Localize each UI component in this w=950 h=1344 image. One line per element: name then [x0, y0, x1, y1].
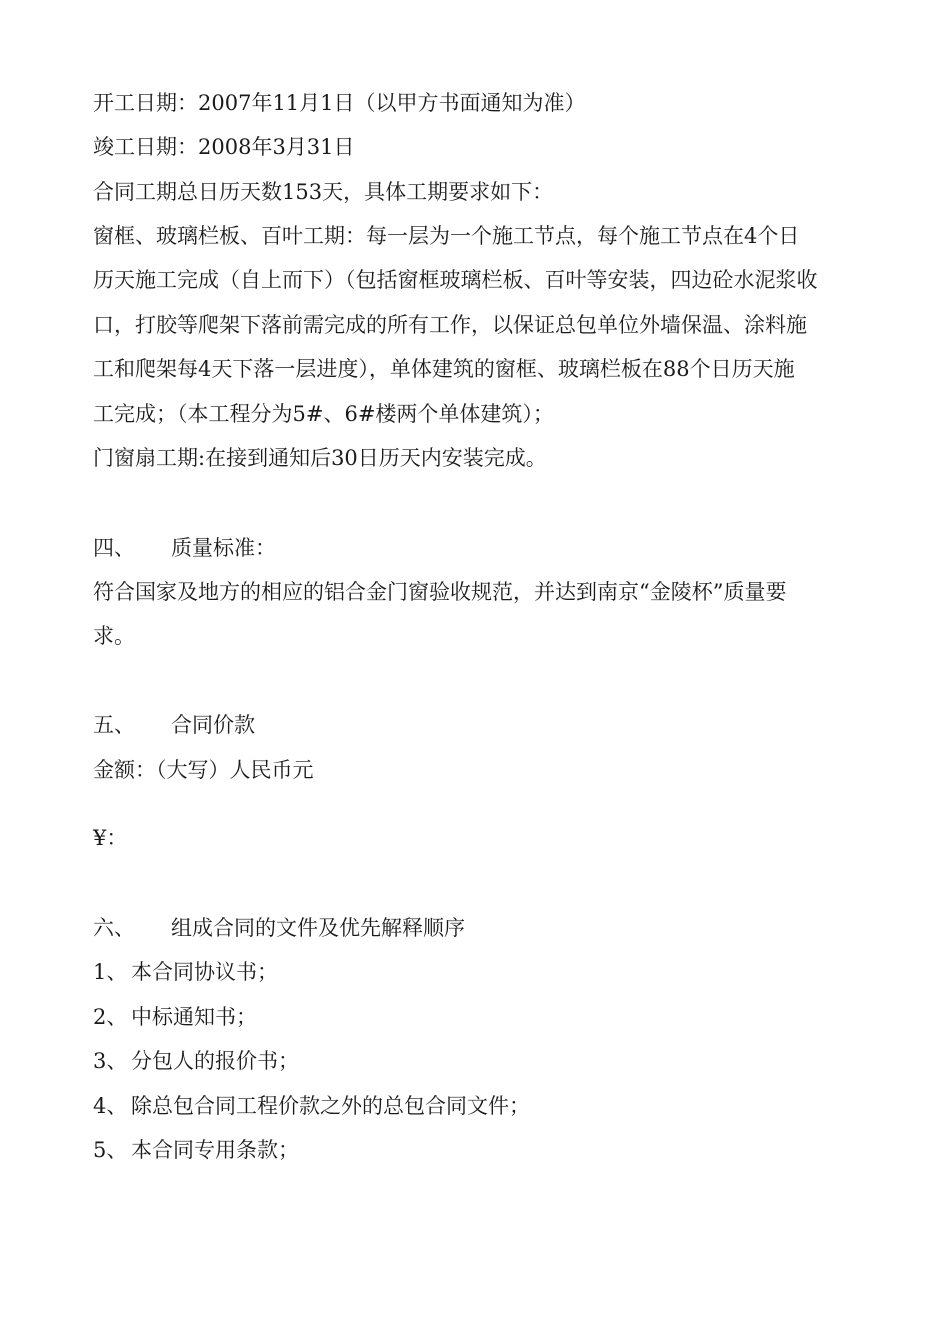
list-item-index: 5、: [93, 1138, 128, 1162]
section-4-body-line-2: 求。: [93, 624, 135, 648]
start-date-line: 开工日期：2007年11月1日（以甲方书面通知为准）: [93, 91, 586, 115]
list-item-text: 分包人的报价书；: [131, 1049, 299, 1073]
window-schedule-line-1: 窗框、玻璃栏板、百叶工期：每一层为一个施工节点，每个施工节点在4个日: [93, 224, 800, 248]
section-4-number: 四、: [93, 536, 135, 560]
list-item: [93, 1003, 257, 1031]
section-4-title: 质量标准：: [171, 536, 276, 560]
section-4-heading: [93, 534, 276, 562]
amount-line: 金额：（大写）人民币元: [93, 758, 314, 782]
section-5-title: 合同价款: [171, 713, 255, 737]
list-item: [93, 1136, 299, 1164]
list-item-text: 中标通知书；: [131, 1005, 257, 1029]
section-5-heading: [93, 711, 255, 739]
total-days-line: 合同工期总日历天数153天，具体工期要求如下：: [93, 180, 554, 204]
section-4-body-line-1: 符合国家及地方的相应的铝合金门窗验收规范，并达到南京“金陵杯”质量要: [93, 580, 787, 604]
section-5-number: 五、: [93, 713, 135, 737]
section-6-number: 六、: [93, 916, 135, 940]
section-6-heading: [93, 914, 465, 942]
window-schedule-line-4: 工和爬架每4天下落一层进度），单体建筑的窗框、玻璃栏板在88个日历天施: [93, 357, 795, 381]
list-item-index: 2、: [93, 1005, 128, 1029]
list-item-text: 本合同协议书；: [131, 960, 278, 984]
list-item-index: 3、: [93, 1049, 128, 1073]
window-schedule-line-3: 口，打胶等爬架下落前需完成的所有工作，以保证总包单位外墙保温、涂料施: [93, 313, 807, 337]
list-item-text: 除总包合同工程价款之外的总包合同文件；: [131, 1094, 530, 1118]
list-item-text: 本合同专用条款；: [131, 1138, 299, 1162]
list-item: [93, 1092, 530, 1120]
list-item-index: 4、: [93, 1094, 128, 1118]
list-item-index: 1、: [93, 960, 128, 984]
door-sash-schedule-line: 门窗扇工期:在接到通知后30日历天内安装完成。: [93, 446, 547, 470]
end-date-line: 竣工日期：2008年3月31日: [93, 135, 355, 159]
list-item: [93, 1047, 299, 1075]
window-schedule-line-5: 工完成；（本工程分为5#、6#楼两个单体建筑）；: [93, 402, 554, 426]
section-6-title: 组成合同的文件及优先解释顺序: [171, 916, 465, 940]
window-schedule-line-2: 历天施工完成（自上而下）（包括窗框玻璃栏板、百叶等安装，四边砼水泥浆收: [93, 268, 818, 292]
yen-amount-line: ¥：: [93, 826, 128, 850]
list-item: [93, 958, 278, 986]
